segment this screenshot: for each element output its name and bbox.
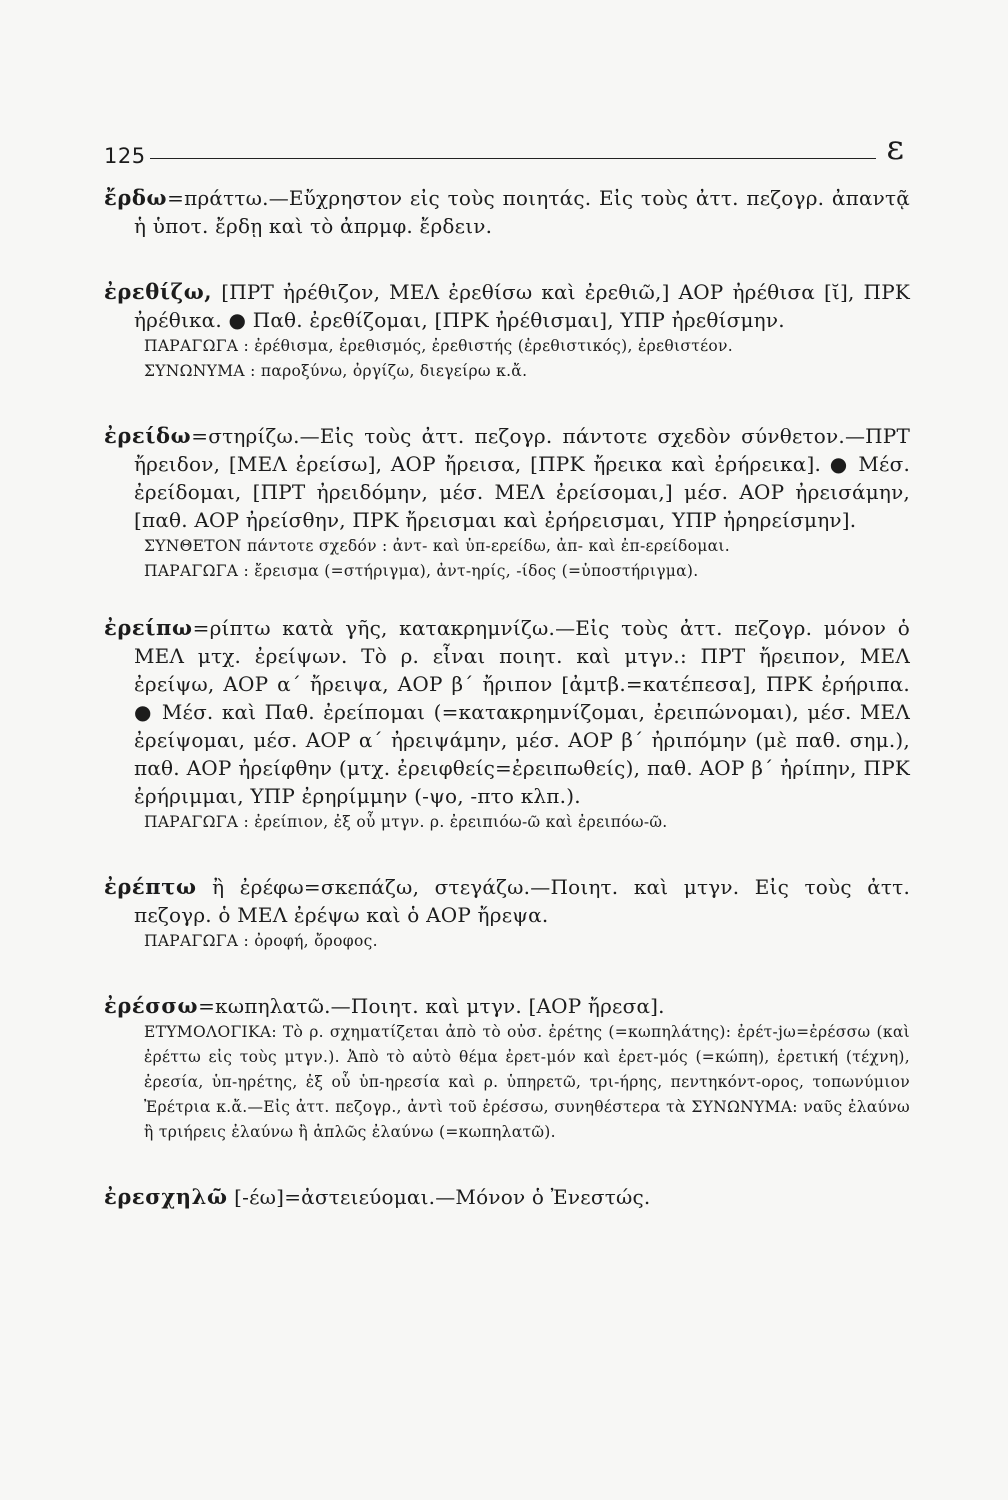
entry-body xyxy=(104,614,910,810)
entry-text: [ΠΡΤ ἠρέθιζον, ΜΕΛ ἐρεθίσω καὶ ἐρεθιῶ,] ΑΟΡ ἠρέθισα [ῐ], ΠΡΚ ἠρέθικα. ● Παθ. ἐρεθίζομαι, [ΠΡΚ ἠρέθισμαι], ΥΠΡ ἠρεθίσμην. xyxy=(134,280,910,332)
entry-body xyxy=(104,184,910,240)
entry-etymology: ΕΤΥΜΟΛΟΓΙΚΑ: Τὸ ρ. σχηματίζεται ἀπὸ τὸ οὐσ. ἐρέτης (=κωπηλάτης): ἐρέτ-jω=ἐρέσσω (καὶ ἐρέττω εἰς τοὺς μτγν.). Ἀπὸ τὸ αὐτὸ θέμα ἐρετ-μόν καὶ ἐρετ-μός (=κώπη), ἐρετική (τέχνη), ἐρεσία, ὑπ-ηρέτης, ἐξ οὗ ὑπ-ηρεσία καὶ ρ. ὑπηρετῶ, τρι-ήρης, πεντηκόντ-ορος, τοπωνύμιον Ἐρέτρια κ.ἄ.—Εἰς ἀττ. πεζογρ., ἀντὶ τοῦ ἐρέσσω, συνηθέστερα τὰ ΣΥΝΩΝΥΜΑ: ναῦς ἐλαύνω ἢ τριήρεις ἐλαύνω ἢ ἁπλῶς ἐλαύνω (=κωπηλατῶ). xyxy=(144,1023,910,1141)
entry-body xyxy=(104,1183,910,1211)
entry-text: ἢ ἐρέφω=σκεπάζω, στεγάζω.—Ποιητ. καὶ μτγν. Εἰς τοὺς ἀττ. πεζογρ. ὁ ΜΕΛ ἐρέψω καὶ ὁ ΑΟΡ ἤρεψα. xyxy=(134,875,911,927)
entry-lemma: ἐρεσχηλῶ xyxy=(104,1184,228,1209)
section-letter: ε xyxy=(886,128,904,168)
entry-ereido xyxy=(104,422,910,584)
entry-synonyms: ΣΥΝΩΝΥΜΑ : παροξύνω, ὀργίζω, διεγείρω κ.ἄ. xyxy=(144,362,528,380)
entry-text: =κωπηλατῶ.—Ποιητ. καὶ μτγν. [ΑΟΡ ἤρεσα]. xyxy=(198,994,665,1018)
entry-lemma: ἐρεθίζω, xyxy=(104,279,213,304)
entry-ereschelo xyxy=(104,1183,910,1211)
entry-eresso xyxy=(104,992,910,1145)
entry-derivatives: ΠΑΡΑΓΩΓΑ : ἔρεισμα (=στήριγμα), ἀντ-ηρίς, -ίδος (=ὑποστήριγμα). xyxy=(144,562,699,580)
page-number: 125 xyxy=(104,144,146,168)
entry-text: [-έω]=ἀστειεύομαι.—Μόνον ὁ Ἐνεστώς. xyxy=(234,1185,651,1209)
entry-lemma: ἐρείπω xyxy=(104,615,193,640)
entry-text: =πράττω.—Εὔχρηστον εἰς τοὺς ποιητάς. Εἰς τοὺς ἀττ. πεζογρ. ἀπαντᾷ ἡ ὑποτ. ἔρδῃ καὶ τὸ ἀπρμφ. ἔρδειν. xyxy=(134,186,910,238)
entry-lemma: ἔρδω xyxy=(104,185,168,210)
entry-compounds: ΣΥΝΘΕΤΟΝ πάντοτε σχεδόν : ἀντ- καὶ ὑπ-ερείδω, ἀπ- καὶ ἐπ-ερείδομαι. xyxy=(144,537,730,555)
entry-erethizo xyxy=(104,278,910,384)
header-rule xyxy=(150,158,876,159)
entry-ereipo xyxy=(104,614,910,835)
entry-body xyxy=(104,873,910,929)
entry-lemma: ἐρέσσω xyxy=(104,993,199,1018)
entry-body xyxy=(104,422,910,534)
entry-derivatives: ΠΑΡΑΓΩΓΑ : ἐρέθισμα, ἐρεθισμός, ἐρεθιστής (ἐρεθιστικός), ἐρεθιστέον. xyxy=(144,337,734,355)
dictionary-entries xyxy=(104,184,910,1211)
entry-erepto xyxy=(104,873,910,954)
page-header xyxy=(104,128,904,168)
entry-derivatives: ΠΑΡΑΓΩΓΑ : ὀροφή, ὄροφος. xyxy=(144,932,378,950)
entry-body xyxy=(104,278,910,334)
entry-text: =ρίπτω κατὰ γῆς, κατακρημνίζω.—Εἰς τοὺς ἀττ. πεζογρ. μόνον ὁ ΜΕΛ μτχ. ἐρείψων. Τὸ ρ. εἶναι ποιητ. καὶ μτγν.: ΠΡΤ ἤρειπον, ΜΕΛ ἐρείψω, ΑΟΡ α΄ ἤρειψα, ΑΟΡ β΄ ἤριπον [ἀμτβ.=κατέπεσα], ΠΡΚ ἐρήριπα. ● Μέσ. καὶ Παθ. ἐρείπομαι (=κατακρημνίζομαι, ἐρειπώνομαι), μέσ. ΜΕΛ ἐρείψομαι, μέσ. ΑΟΡ α΄ ἠρειψάμην, μέσ. ΑΟΡ β΄ ἠριπόμην (μὲ παθ. σημ.), παθ. ΑΟΡ ἠρείφθην (μτχ. ἐρειφθείς=ἐρειπωθείς), παθ. ΑΟΡ β΄ ἠρίπην, ΠΡΚ ἐρήριμμαι, ΥΠΡ ἐρηρίμμην (-ψο, -πτο κλπ.). xyxy=(134,616,910,808)
entry-erdo xyxy=(104,184,910,240)
entry-lemma: ἐρείδω xyxy=(104,423,192,448)
entry-derivatives: ΠΑΡΑΓΩΓΑ : ἐρείπιον, ἐξ οὗ μτγν. ρ. ἐρειπιόω-ῶ καὶ ἐρειπόω-ῶ. xyxy=(144,813,668,831)
entry-text: =στηρίζω.—Εἰς τοὺς ἀττ. πεζογρ. πάντοτε σχεδὸν σύνθετον.—ΠΡΤ ἤρειδον, [ΜΕΛ ἐρείσω], ΑΟΡ ἤρεισα, [ΠΡΚ ἤρεικα καὶ ἐρήρεικα]. ● Μέσ. ἐρείδομαι, [ΠΡΤ ἠρειδόμην, μέσ. ΜΕΛ ἐρείσομαι,] μέσ. ΑΟΡ ἠρεισάμην, [παθ. ΑΟΡ ἠρείσθην, ΠΡΚ ἤρεισμαι καὶ ἐρήρεισμαι, ΥΠΡ ἠρηρείσμην]. xyxy=(134,424,910,532)
entry-body xyxy=(104,992,910,1020)
entry-lemma: ἐρέπτω xyxy=(104,874,197,899)
